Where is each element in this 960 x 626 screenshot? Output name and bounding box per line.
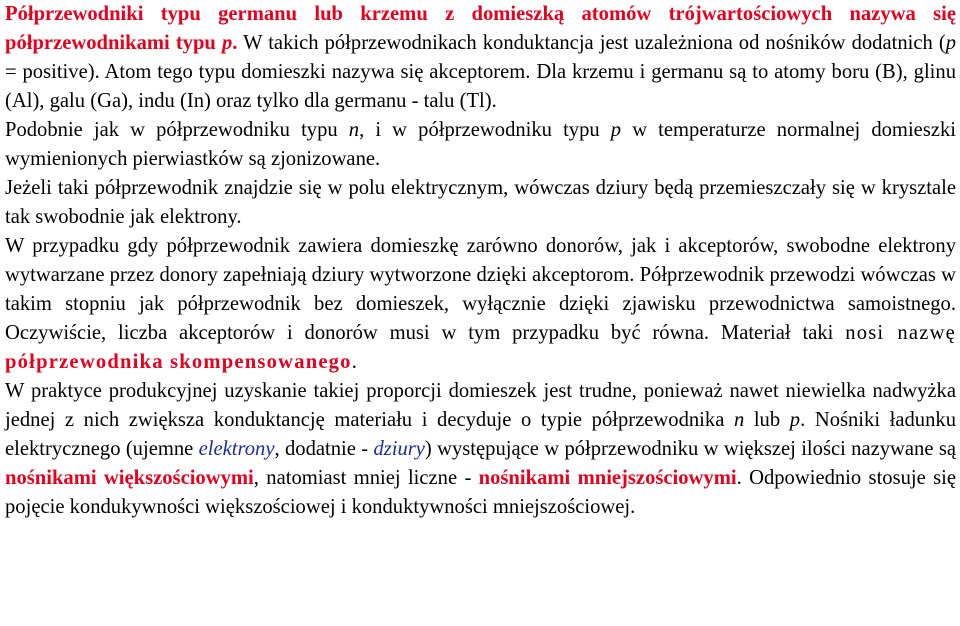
text: Podobnie jak w półprzewodniku typu (5, 119, 349, 141)
paragraph-electric-field (5, 174, 956, 232)
text: W przypadku gdy półprzewodnik zawiera domieszkę zarówno donorów, jak i akceptorów, swobodne elektrony wytwarzane przez donory zapełniają dziury wytworzone dzięki akceptorom. Półprzewodnik przewodzi wówczas w takim stopniu jak półprzewodnik bez domieszek, wyłącznie dzięki zjawisku przewodnictwa samoistnego. Oczywiście, liczba akceptorów i donorów musi w tym przypadku być równa. Materiał taki (5, 235, 956, 344)
text: , dodatnie - (274, 438, 374, 460)
text: W praktyce produkcyjnej uzyskanie takiej proporcji domieszek jest trudne, ponieważ nawet niewielka nadwyżka jednej z nich zwiększa konduktancję materiału i decyduje o typie półprzewodnika (5, 380, 956, 431)
highlight-p-letter: p (221, 32, 233, 54)
term-holes: dziury (373, 438, 425, 460)
text: . Odpowiednio stosuje się pojęcie kondukywności większościowej i konduktywności mniejszościowej. (5, 467, 956, 518)
text: W takich półprzewodnikach konduktancja jest uzależniona od nośników dodatnich ( (237, 32, 946, 54)
text: . Nośniki ładunku elektrycznego (ujemne (5, 409, 956, 460)
italic-n: n (348, 119, 360, 141)
italic-p: p (610, 119, 622, 141)
highlight-compensated-semiconductor: półprzewodnika skompensowanego (5, 351, 352, 373)
highlight-majority-carriers: nośnikami większościowymi (5, 467, 254, 489)
highlight-minority-carriers: nośnikami mniejszościowymi (478, 467, 737, 489)
text: w temperaturze normalnej domieszki wymienionych pierwiastków są zjonizowane. (5, 119, 956, 170)
paragraph-p-type (5, 0, 956, 116)
highlight-p-type-definition: Półprzewodniki typu germanu lub krzemu z domieszką atomów trójwartościowych nazywa się półprzewodnikami typu (5, 3, 956, 54)
text: , i w półprzewodniku typu (359, 119, 611, 141)
text: . (351, 351, 357, 373)
text: Jeżeli taki półprzewodnik znajdzie się w polu elektrycznym, wówczas dziury będą przemieszczały się w krysztale tak swobodnie jak elektrony. (5, 177, 956, 228)
paragraph-carriers (5, 377, 956, 522)
paragraph-ionization (5, 116, 956, 174)
text: lub (744, 409, 790, 431)
highlight-period: . (232, 32, 238, 54)
italic-p: p (945, 32, 956, 54)
text: , natomiast mniej liczne - (253, 467, 479, 489)
italic-n: n (733, 409, 745, 431)
italic-p: p (789, 409, 801, 431)
text: = positive). Atom tego typu domieszki nazywa się akceptorem. Dla krzemu i germanu są to atomy boru (B), glinu (Al), galu (Ga), indu (In) oraz tylko dla germanu - talu (Tl). (5, 61, 956, 112)
term-electrons: elektrony (198, 438, 275, 460)
text: ) występujące w półprzewodniku w większej ilości nazywane są (424, 438, 956, 460)
paragraph-compensated (5, 232, 956, 377)
text-spaced: nosi nazwę (845, 322, 956, 344)
